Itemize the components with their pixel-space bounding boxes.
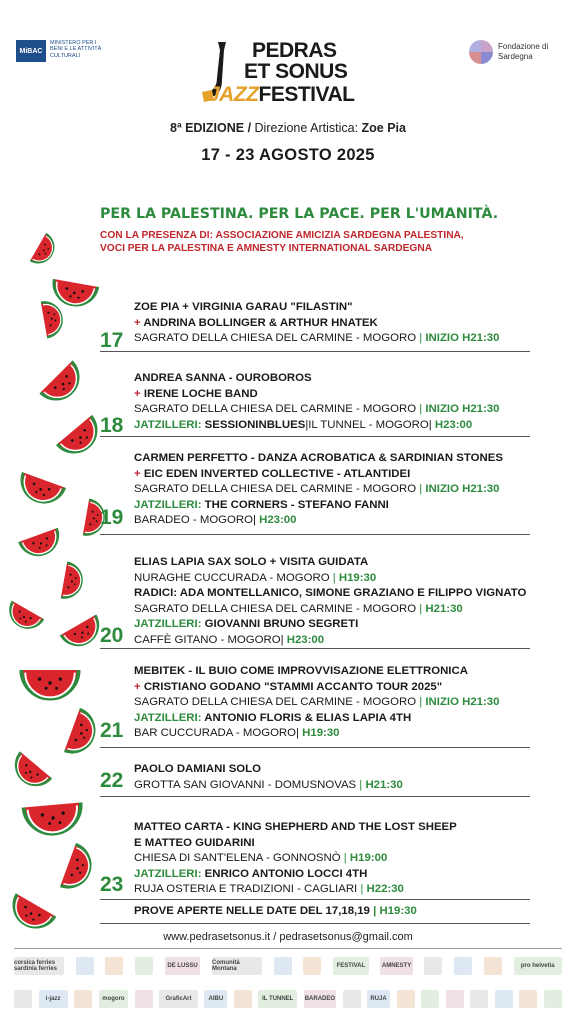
sponsor-logo: AMNESTY [380,957,412,975]
rehearsal-row [100,904,530,924]
festival-logo [196,38,376,110]
day-19-act-1: CARMEN PERFETTO - DANZA ACROBATICA & SARDINIAN STONES [134,452,503,464]
sponsor-logo: RUJA [367,990,390,1008]
day-18-time: INIZIO H21:30 [425,403,500,415]
sponsor-logo [421,990,439,1008]
direction-label: Direzione Artistica: [254,121,362,135]
ministry-text: MINISTERO PER I BENI E LE ATTIVITÀ CULTURALI [50,40,102,59]
watermelon-slice-icon [61,563,84,601]
separator: | [416,696,426,708]
foundation-text: Fondazione di Sardegna [498,42,549,61]
day-23-act-2: E MATTEO GUIDARINI [134,836,255,849]
day-22-time: H21:30 [365,778,403,791]
sponsor-logo [544,990,562,1008]
sponsor-logo [135,957,153,975]
sponsor-logo [105,957,123,975]
edition-label: 8ª EDIZIONE [170,121,245,135]
separator: | [357,883,367,895]
sponsor-logo: i-jazz [39,990,68,1008]
day-21-body [134,664,530,742]
day-18-jz-venue: |IL TUNNEL - MOGORO| [305,418,435,431]
day-18 [100,371,530,437]
contact-info[interactable]: www.pedrasetsonus.it / pedrasetsonus@gmail.com [163,931,413,943]
day-19-venue-text: SAGRATO DELLA CHIESA DEL CARMINE - MOGORO [134,483,417,495]
sponsor-logo [495,990,513,1008]
day-23-jz-act: ENRICO ANTONIO LOCCI 4TH [204,867,368,880]
day-18-venue [134,402,530,418]
watermelon-slice-icon [40,361,87,408]
day-21-number: 21 [100,719,124,742]
day-22-act-1: PAOLO DAMIANI SOLO [134,763,261,775]
mibac-badge: MiBAC [16,40,46,62]
watermelon-slice-icon [24,803,83,836]
sponsor-logo: BARADEO [304,990,336,1008]
plus-sign: + [134,467,144,480]
day-19-act-2-text: EIC EDEN INVERTED COLLECTIVE - ATLANTIDEI [143,467,411,480]
slogan: PER LA PALESTINA. PER LA PACE. PER L'UMANITÀ. [100,206,499,222]
watermelon-slice-icon [16,472,65,508]
director-name: Zoe Pia [361,121,406,135]
presence-line-1: CON LA PRESENZA DI: ASSOCIAZIONE AMICIZIA SARDEGNA PALESTINA, [100,230,464,241]
day-21-jz-venue-line [134,726,530,742]
day-23-number: 23 [100,873,124,896]
sponsor-logo: Comunità Montana [212,957,262,975]
day-20-act-1: ELIAS LAPIA SAX SOLO + VISITA GUIDATA [134,556,369,568]
sponsor-logo: corsica ferries sardinia ferries [14,957,64,975]
sponsor-logo: mogoro [99,990,128,1008]
watermelon-slice-icon [64,709,100,758]
day-18-body [134,371,530,433]
watermelon-slice-icon [61,615,105,652]
watermelon-slice-icon [4,601,43,634]
day-23-act-1: MATTEO CARTA - KING SHEPHERD AND THE LOST SHEEP [134,821,457,833]
watermelon-slice-icon [21,670,78,699]
day-18-jz-act: SESSIONINBLUES [204,418,306,431]
day-21-jatzilleri [134,711,530,727]
day-20-jz-time: H23:00 [286,633,325,646]
sponsors-divider [14,948,562,949]
watermelon-slice-icon [51,279,98,308]
day-23-time: H19:00 [349,852,388,864]
sponsor-logo [14,990,32,1008]
presence-line-2: VOCI PER LA PALESTINA E AMNESTY INTERNATIONAL SARDEGNA [100,243,433,255]
day-17-act-2-text: ANDRINA BOLLINGER & ARTHUR HNATEK [143,316,378,329]
day-17-venue [134,331,530,347]
day-23-jz-venue: RUJA OSTERIA E TRADIZIONI - CAGLIARI [134,883,358,895]
day-18-venue-text: SAGRATO DELLA CHIESA DEL CARMINE - MOGORO [134,403,417,415]
sponsor-logo [397,990,415,1008]
day-19-number: 19 [100,506,124,529]
sponsor-logo [234,990,252,1008]
watermelon-slice-icon [60,844,96,893]
day-20-venue [134,602,530,618]
day-23-jz-time: H22:30 [366,883,404,895]
festival-dates: 17 - 23 AGOSTO 2025 [201,146,375,164]
day-23-body [134,820,530,898]
logo-jazz-word: JAZZ [208,83,259,106]
sponsor-logo [446,990,464,1008]
day-23-jz-venue-line [134,882,530,898]
sponsor-logo: GraficArt [159,990,198,1008]
watermelon-slice-icon [57,416,105,461]
day-19-jz-venue: BARADEO - MOGORO| [134,514,260,526]
day-19 [100,451,530,535]
day-17-time: INIZIO H21:30 [425,332,500,344]
day-18-act-1: ANDREA SANNA - OUROBOROS [134,372,312,384]
day-17-body [134,300,530,347]
separator: | [416,332,426,344]
day-21-jz-time: H19:30 [302,727,340,739]
day-23-jatzilleri [134,867,530,883]
logo-line-pedras: PEDRAS [252,39,337,62]
rehearsal-body [134,904,530,920]
day-20-number: 20 [100,624,124,647]
day-17-venue-text: SAGRATO DELLA CHIESA DEL CARMINE - MOGORO [134,332,417,344]
sponsor-logo: DE LUSSU [165,957,201,975]
sponsor-logo: FESTIVAL [333,957,369,975]
sponsor-logo: AIBU [204,990,227,1008]
day-23-venue [134,851,530,867]
day-19-jz-act: THE CORNERS - STEFANO FANNI [204,498,389,511]
day-20-time: H21:30 [425,602,463,615]
day-21-venue [134,695,530,711]
day-21-venue-text: SAGRATO DELLA CHIESA DEL CARMINE - MOGORO [134,696,417,708]
day-19-jatzilleri [134,498,530,514]
day-20-act-2: RADICI: ADA MONTELLANICO, SIMONE GRAZIANO E FILIPPO VIGNATO [134,587,527,599]
day-21 [100,664,530,748]
logo-line-etsonus: ET SONUS [244,60,348,83]
rehearsal-line [134,904,530,920]
sponsor-logo [343,990,361,1008]
day-22 [100,762,530,797]
day-19-act-2 [134,467,530,483]
jatzilleri-label: JATZILLERI: [134,498,205,511]
day-21-act-2 [134,680,530,696]
sponsor-logo [454,957,472,975]
day-20-time-1: H19:30 [338,571,377,584]
sponsor-logo [76,957,94,975]
foundation-logo [469,40,558,64]
sponsor-logo [74,990,92,1008]
sponsor-logo: IL TUNNEL [258,990,297,1008]
sponsor-logo: pro helvetia [514,957,562,975]
sponsors-row-2 [14,990,562,1008]
day-18-jz-time: H23:00 [434,418,473,431]
day-21-act-1: MEBITEK - IL BUIO COME IMPROVVISAZIONE ELETTRONICA [134,665,468,677]
day-23 [100,820,530,900]
day-20-jz-venue-line [134,633,530,649]
day-19-time: INIZIO H21:30 [425,483,500,495]
jatzilleri-label: JATZILLERI: [134,618,205,630]
separator: | [416,403,426,415]
day-20-venue-1-text: NURAGHE CUCCURADA - MOGORO [134,571,330,584]
day-18-number: 18 [100,414,124,437]
separator: | [416,483,426,495]
logo-festival-word: FESTIVAL [258,83,355,106]
plus-sign: + [134,316,144,329]
day-22-venue [134,778,530,794]
day-21-act-2-text: CRISTIANO GODANO "STAMMI ACCANTO TOUR 2025" [143,680,443,693]
sponsor-logo [135,990,153,1008]
watermelon-slice-icon [41,300,64,338]
day-20 [100,555,530,649]
sponsor-logo [274,957,292,975]
day-20-jz-act: GIOVANNI BRUNO SEGRETI [204,618,359,630]
plus-sign: + [134,680,144,693]
day-19-jz-time: H23:00 [259,514,297,526]
watermelon-slice-icon [8,752,51,793]
watermelon-slice-icon [6,894,55,935]
sponsors-row-1 [14,957,562,975]
rehearsal-time: H19:30 [379,905,417,917]
watermelon-decoration [0,225,115,945]
day-20-jatzilleri [134,617,530,633]
separator: | [356,778,366,791]
separator: | [416,602,426,615]
day-23-venue-text: CHIESA DI SANT'ELENA - GONNOSNÒ [134,852,341,864]
day-19-venue [134,482,530,498]
plus-sign: + [134,387,144,400]
presence-text [100,229,464,256]
sponsor-logo [424,957,442,975]
separator: | [340,852,350,864]
sponsor-logo [484,957,502,975]
jatzilleri-label: JATZILLERI: [134,867,205,880]
watermelon-slice-icon [19,528,63,560]
edition-line [0,121,576,135]
jatzilleri-label: JATZILLERI: [134,711,205,724]
day-21-time: INIZIO H21:30 [425,696,500,708]
foundation-circle-icon [469,40,493,64]
watermelon-slice-icon [30,234,59,268]
jatzilleri-label: JATZILLERI: [134,418,205,431]
day-20-venue-text: SAGRATO DELLA CHIESA DEL CARMINE - MOGORO [134,602,417,615]
sponsor-logo [303,957,321,975]
separator: | [369,905,380,917]
day-20-body [134,555,530,648]
day-17 [100,300,530,352]
day-21-jz-act: ANTONIO FLORIS & ELIAS LAPIA 4TH [204,711,412,724]
day-22-venue-text: GROTTA SAN GIOVANNI - DOMUSNOVAS [134,778,357,791]
day-19-body [134,451,530,529]
rehearsal-text: PROVE APERTE NELLE DATE DEL 17,18,19 [134,905,370,917]
day-20-venue-1 [134,571,530,587]
day-22-number: 22 [100,769,124,792]
day-22-body [134,762,530,793]
day-17-act-2 [134,316,530,332]
day-20-jz-venue: CAFFÈ GITANO - MOGORO| [134,633,287,646]
day-17-act-1: ZOE PIA + VIRGINIA GARAU "FILASTIN" [134,301,353,313]
sponsor-logo [470,990,488,1008]
day-19-jz-venue-line [134,513,530,529]
day-17-number: 17 [100,329,124,352]
day-18-act-2-text: IRENE LOCHE BAND [143,387,258,400]
day-18-jatzilleri [134,418,530,434]
day-21-jz-venue: BAR CUCCURADA - MOGORO| [134,727,303,739]
day-18-act-2 [134,387,530,403]
logo-line-jazzfestival [208,84,354,105]
separator: | [329,571,339,584]
sponsor-logo [519,990,537,1008]
edition-separator: / [244,121,255,135]
ministry-logo [16,40,102,62]
